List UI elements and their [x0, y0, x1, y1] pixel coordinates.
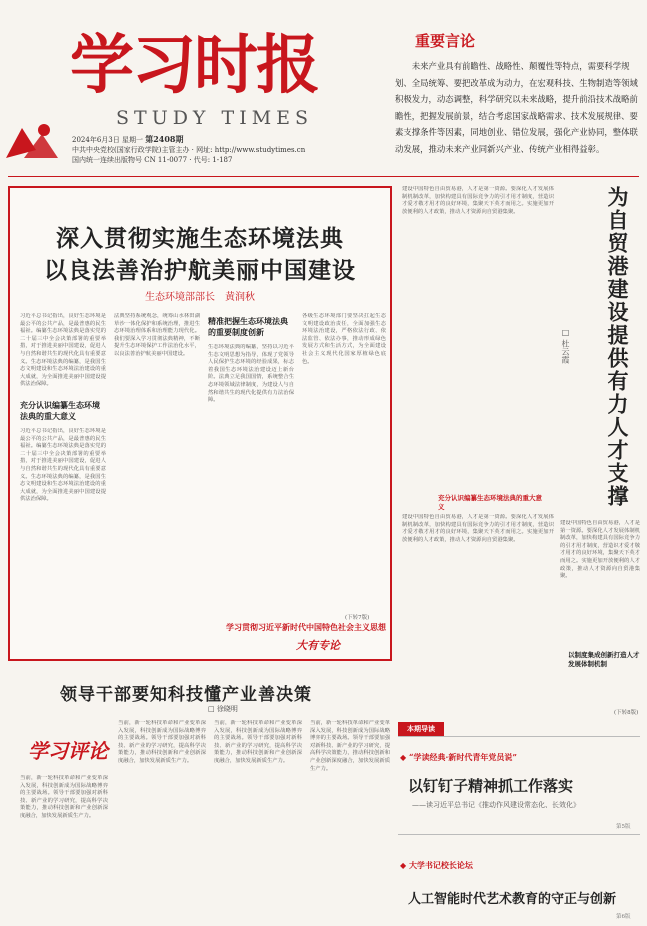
features-divider	[398, 736, 640, 737]
right-article-title: 为自贸港建设提供有力人才支撑	[605, 186, 630, 508]
opinion-column-logo: 学习评论	[28, 739, 108, 763]
feature-item1-title[interactable]: 以钉钉子精神抓工作落实	[408, 777, 574, 795]
lead-subhead-2: 精准把握生态环境法典的重要制度创新	[208, 316, 288, 337]
publisher-line: 中共中央党校(国家行政学院)主管主办 · 网址: http://www.studytimes.cn	[72, 146, 306, 154]
party-school-emblem-icon	[2, 120, 62, 164]
features-bar: 本期导读	[398, 722, 444, 736]
lead-continued: (下转7版)	[345, 615, 370, 621]
masthead-divider	[8, 176, 639, 177]
lead-article[interactable]	[8, 186, 392, 661]
feature-item2-page: 第6版	[616, 914, 631, 920]
right-article-subhead-2: 以制度集成创新打造人才发展体制机制	[568, 651, 640, 668]
feature-item2-title[interactable]: 人工智能时代艺术教育的守正与创新	[408, 892, 617, 907]
lead-column-2: 法典坚持系统观念，统筹山水林田湖草沙一体化保护和系统治理，推进生态环境治理体系和治理能力现代化。我们要深入学习贯彻法典精神，不断提升生态环境保护工作法治化水平，以良法善治护航美丽中国建设。	[114, 313, 200, 357]
series-tag: 大有专论	[296, 639, 340, 652]
important-remarks-body: 未来产业具有前瞻性、战略性、颠覆性等特点，需要科学规划、全局统筹、要把改革成为动力，在宏观科技、生物制造等领域积极发力，动态调整，科学研究以未来战略，提升前沿技术战略前瞻性，把握发展前景，结合考虑国家战略需求、技术发展规律、要素支撑条件等因素，同地创业、错位发展，强化产业协同，整体联动发展，推动未来产业同新兴产业、传统产业相得益彰。	[395, 61, 638, 154]
lead-column-3: 生态环境法典的编纂，坚持以习近平生态文明思想为指导，体现了党领导人民保护生态环境的经验成果，标志着我国生态环境法治建设迈上新台阶。法典立足我国国情，系统整合生态环境领域法律制度，为建设人与自然和谐共生的现代化提供有力法治保障。	[208, 344, 294, 404]
feature-item2-head: 大学书记校长论坛	[408, 860, 473, 870]
newspaper-logo-english: STUDY TIMES	[116, 107, 314, 129]
right-article-author: □ 杜云霞	[561, 328, 570, 364]
lead-title-line1: 深入贯彻实施生态环境法典	[56, 225, 344, 252]
lead-byline: 生态环境部部长 黄润秋	[145, 292, 255, 303]
issue-weekday: 星期一	[121, 136, 143, 144]
issue-date: 2024年6月3日	[72, 136, 120, 144]
feature-item1-head: “学读经典·新时代青年党员说”	[408, 752, 517, 762]
lead-column-1a: 习近平总书记指出，良好生态环境是最公平的公共产品，是最普惠的民生福祉。编纂生态环境法典是落实党的二十届三中全会决策部署的重要举措，对于推进美丽中国建设，促进人与自然和谐共生的现代化具有重要意义。生态环境法典的编纂，是我国生态文明建设和生态环境法治建设的重大成就，为全面推进美丽中国建设提供法治保障。	[20, 313, 106, 388]
lead-subhead-1: 充分认识编纂生态环境法典的重大意义	[20, 400, 100, 421]
feature-item2-section[interactable]	[400, 860, 473, 871]
feature-bullet-icon: ◆	[400, 860, 409, 870]
feature-item1-section[interactable]	[400, 752, 517, 763]
right-article-text-2: 建设中国特色自由贸易港，人才是第一资源。要深化人才发展体制机制改革，加快构建具有国际竞争力的引才用才制度，营造识才爱才敬才用才的良好环境，集聚天下英才而用之。实施更加开放便利的人才政策，推动人才资源向自贸港集聚。	[402, 514, 554, 543]
opinion-column-2: 当前，新一轮科技革命和产业变革深入发展，科技创新成为国际战略博弈的主要战场。领导干部要加强对新科技、新产业的学习研究，提高科学决策能力，推动科技创新和产业创新深度融合，加快发展新质生产力。	[118, 720, 206, 764]
important-remarks-title: 重要言论	[415, 32, 476, 50]
right-article-text-3: 建设中国特色自由贸易港，人才是第一资源。要深化人才发展体制机制改革，加快构建具有国际竞争力的引才用才制度，营造识才爱才敬才用才的良好环境，集聚天下英才而用之。实施更加开放便利的人才政策，推动人才资源向自贸港集聚。	[560, 520, 640, 580]
series-banner: 学习贯彻习近平新时代中国特色社会主义思想	[226, 622, 386, 632]
right-article-text: 建设中国特色自由贸易港，人才是第一资源。要深化人才发展体制机制改革，加快构建具有国际竞争力的引才用才制度，营造识才爱才敬才用才的良好环境，集聚天下英才而用之。实施更加开放便利的人才政策，推动人才资源向自贸港集聚。	[402, 186, 554, 215]
feature-item1-subtitle: ——读习近平总书记《推动作风建设常态化、长效化》	[412, 801, 580, 809]
lead-column-1b: 习近平总书记指出，良好生态环境是最公平的公共产品，是最普惠的民生福祉。编纂生态环境法典是落实党的二十届三中全会决策部署的重要举措，对于推进美丽中国建设，促进人与自然和谐共生的现代化具有重要意义。生态环境法典的编纂，是我国生态文明建设和生态环境法治建设的重大成就，为全面推进美丽中国建设提供法治保障。	[20, 428, 106, 503]
lead-title-line2: 以良法善治护航美丽中国建设	[44, 257, 356, 284]
features-divider-2	[398, 834, 640, 835]
newspaper-logo: 学习时报	[70, 28, 318, 103]
feature-item1-page: 第5版	[616, 824, 631, 830]
important-remarks	[355, 30, 640, 158]
opinion-title[interactable]: 领导干部要知科技懂产业善决策	[60, 685, 312, 705]
opinion-column-1: 当前，新一轮科技革命和产业变革深入发展，科技创新成为国际战略博弈的主要战场。领导干部要加强对新科技、新产业的学习研究，提高科学决策能力，推动科技创新和产业创新深度融合，加快发展新质生产力。	[20, 775, 108, 819]
serial-number-line: 国内统一连续出版物号 CN 11-0077 · 代号: 1-187	[72, 156, 233, 164]
right-article-subhead-1: 充分认识编纂生态环境法典的重大意义	[438, 494, 542, 511]
issue-number: 第2408期	[145, 134, 184, 144]
feature-bullet-icon: ◆	[400, 752, 409, 762]
opinion-author: □ 徐晓明	[208, 705, 238, 713]
opinion-column-4: 当前，新一轮科技革命和产业变革深入发展，科技创新成为国际战略博弈的主要战场。领导干部要加强对新科技、新产业的学习研究，提高科学决策能力，推动科技创新和产业创新深度融合，加快发展新质生产力。	[310, 720, 390, 772]
lead-column-4: 各级生态环境部门要坚决扛起生态文明建设政治责任，全面加强生态环境法治建设，严格依法行政、依法监管、依法办事，推动形成绿色发展方式和生活方式，为全面建设社会主义现代化国家厚植绿色底色。	[302, 313, 386, 365]
opinion-column-3: 当前，新一轮科技革命和产业变革深入发展，科技创新成为国际战略博弈的主要战场。领导干部要加强对新科技、新产业的学习研究，提高科学决策能力，推动科技创新和产业创新深度融合，加快发展新质生产力。	[214, 720, 302, 764]
right-article-continued: (下转8版)	[614, 710, 639, 716]
